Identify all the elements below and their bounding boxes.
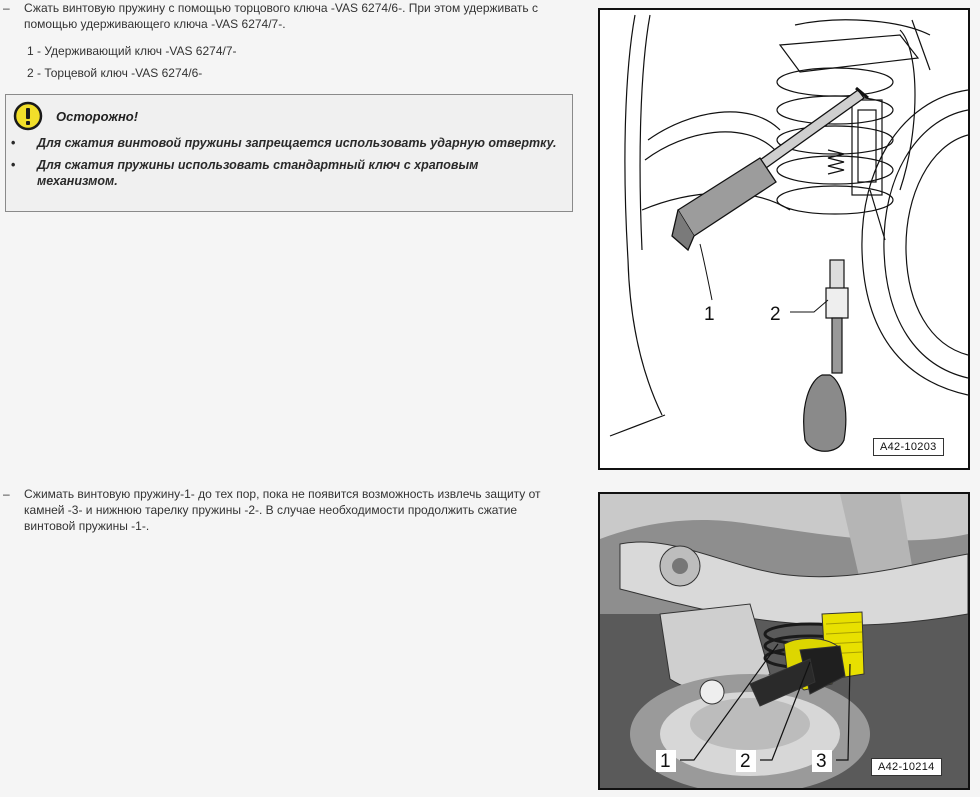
tool-item-2: 2 - Торцевой ключ -VAS 6274/6-: [27, 66, 203, 80]
caution-list: [11, 135, 561, 195]
tool-item-1: 1 - Удерживающий ключ -VAS 6274/7-: [27, 44, 237, 58]
callout-2: 2: [770, 304, 781, 325]
caution-item-text: Для сжатия винтовой пружины запрещается использовать ударную отвертку.: [37, 136, 557, 150]
tool-list: [0, 43, 580, 81]
step-1-dash: –: [3, 1, 10, 15]
caution-item: [11, 157, 561, 189]
step-2-text: Сжимать винтовую пружину-1- до тех пор, пока не появится возможность извлечь защиту от камней -3- и нижнюю тарелку пружины -2-. В случае необходимости продолжить сжатие винтовой пружины -1-.: [24, 487, 541, 533]
socket-key: [804, 260, 848, 451]
figure-spring-compression-tools: [598, 8, 970, 470]
caution-box: [5, 94, 573, 212]
callout-1: 1: [660, 751, 671, 772]
callout-1: 1: [704, 304, 715, 325]
figure-id-label: A42-10214: [871, 758, 942, 776]
caution-title: Осторожно!: [56, 108, 139, 124]
callout-2: 2: [740, 751, 751, 772]
step-1-text: Сжать винтовую пружину с помощью торцового ключа -VAS 6274/6-. При этом удерживать с помощью удерживающего ключа -VAS 6274/7-.: [24, 1, 538, 31]
caution-item: [11, 135, 561, 151]
step-2-dash: –: [3, 487, 10, 501]
step-1: [0, 0, 580, 87]
bullet: •: [11, 158, 16, 172]
caution-item-text: Для сжатия пружины использовать стандартный ключ с храповым механизмом.: [37, 158, 479, 188]
figure-spring-seat-removal: [598, 492, 970, 790]
bullet: •: [11, 136, 16, 150]
figure-id-label: A42-10203: [873, 438, 944, 456]
step-2: [0, 486, 580, 534]
spring-seat-photo: [600, 494, 968, 788]
caution-header: [13, 101, 138, 131]
warning-exclamation-icon: [13, 101, 43, 131]
spring-compression-illustration: [600, 10, 968, 468]
callout-3: 3: [816, 751, 827, 772]
